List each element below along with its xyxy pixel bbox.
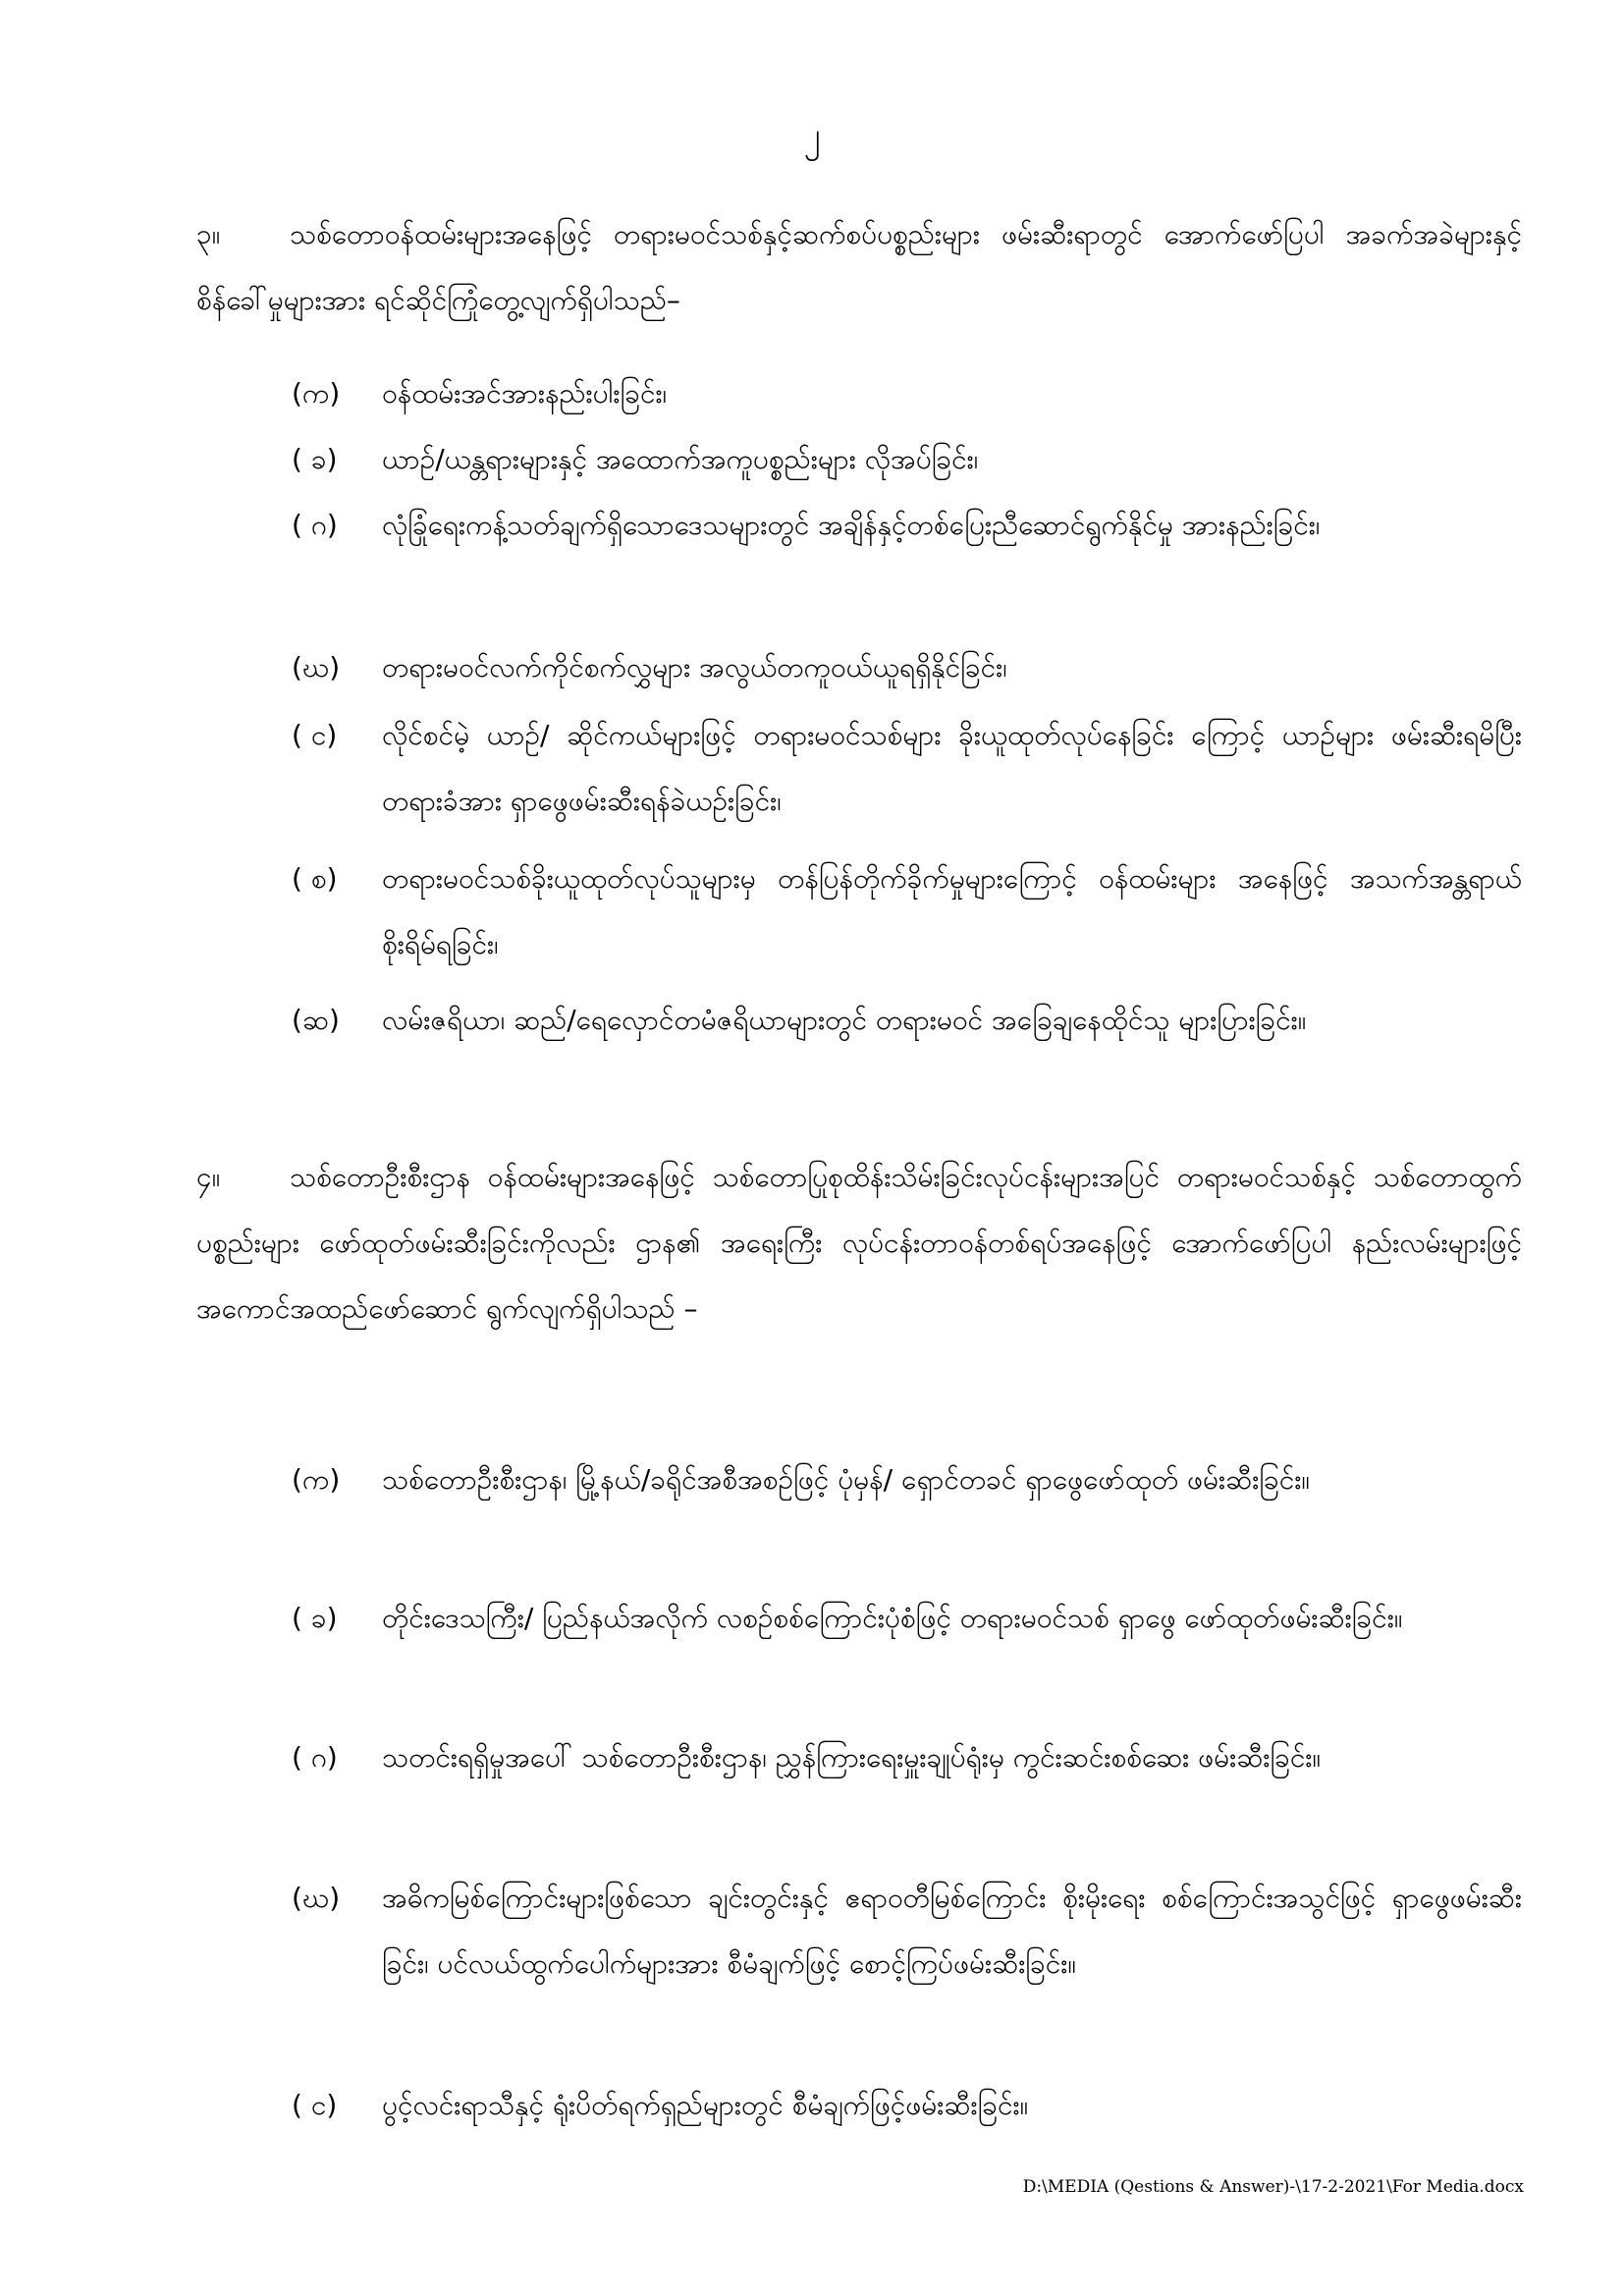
item-text: လုံခြုံရေးကန့်သတ်ချက်ရှိသောဒေသများတွင် အချိန်နှင့်တစ်ပြေးညီဆောင်ရွက်နိုင်မှု အားနည်းခြင်း၊ [382,509,1321,541]
section-3-item-kha [292,426,1522,492]
item-text: တရားမဝင်လက်ကိုင်စက်လွှများ အလွယ်တကူဝယ်ယူရရှိနိုင်ခြင်း၊ [382,651,1007,683]
item-text: သစ်တောဦးစီးဌာန၊ မြို့နယ်/ခရိုင်အစီအစဉ်ဖြင့် ပုံမှန်/ ရှောင်တခင် ရှာဖွေဖော်ထုတ် ဖမ်းဆီးခြင်း။ [382,1463,1310,1496]
section-3-paragraph [196,201,1522,333]
item-label: ( ခ) [292,443,338,475]
section-4-item-nga [292,2072,1522,2138]
section-3-item-hsa [292,987,1522,1053]
item-label: (က) [292,377,341,410]
section-4-item-kha [292,1585,1522,1651]
item-label: ( ဂ) [292,509,338,541]
item-label: ( ဂ) [292,1741,338,1774]
item-label: ( စ) [292,862,338,895]
item-label: ( ခ) [292,1602,338,1634]
section-4-text: သစ်တောဦးစီးဌာန ဝန်ထမ်းများအနေဖြင့် သစ်တောပြုစုထိန်းသိမ်းခြင်းလုပ်ငန်းများအပြင် တရားမဝင်သစ်နှင့် သစ်တောထွက်ပစ္စည်းများ ဖော်ထုတ်ဖမ်းဆီးခြင်းကိုလည်း ဌာန၏ အရေးကြီး လုပ်ငန်းတာဝန်တစ်ရပ်အနေဖြင့် အောက်ဖော်ပြပါ နည်းလမ်းများဖြင့် အကောင်အထည်ဖော်ဆောင် ရွက်လျက်ရှိပါသည် – [196,1161,1522,1325]
item-text: သတင်းရရှိမှုအပေါ် သစ်တောဦးစီးဌာန၊ ညွှန်ကြားရေးမှူးချုပ်ရုံးမှ ကွင်းဆင်းစစ်ဆေး ဖမ်းဆီးခြင်း။ [382,1741,1322,1774]
section-3-text: သစ်တောဝန်ထမ်းများအနေဖြင့် တရားမဝင်သစ်နှင့်ဆက်စပ်ပစ္စည်းများ ဖမ်းဆီးရာတွင် အောက်ဖော်ပြပါ အခက်အခဲများနှင့် စိန်ခေါ်မှုများအား ရင်ဆိုင်ကြုံတွေ့လျက်ရှိပါသည်– [196,218,1522,316]
item-text: ယာဉ်/ယန္တရားများနှင့် အထောက်အကူပစ္စည်းများ လိုအပ်ခြင်း၊ [382,443,979,475]
section-3-item-sa [292,846,1522,977]
item-label: ( င) [292,719,338,751]
item-label: (ဃ) [292,651,341,683]
item-text: တရားမဝင်သစ်ခိုးယူထုတ်လုပ်သူများမှ တန်ပြန်တိုက်ခိုက်မှုများကြောင့် ဝန်ထမ်းများ အနေဖြင့် အသက်အန္တရာယ်စိုးရိမ်ရခြင်း၊ [382,862,1522,960]
item-text: လမ်းဇရိယာ၊ ဆည်/ရေလှောင်တမံဇရိယာများတွင် တရားမဝင် အခြေချနေထိုင်သူ များပြားခြင်း။ [382,1004,1307,1036]
item-text: ပွင့်လင်းရာသီနှင့် ရုံးပိတ်ရက်ရှည်များတွင် စီမံချက်ဖြင့်ဖမ်းဆီးခြင်း။ [382,2089,1029,2121]
section-4-number: ၄။ [196,1161,221,1193]
section-3-number: ၃။ [196,218,221,250]
section-4-item-gha [292,1865,1522,1996]
item-label: (ဆ) [292,1004,340,1036]
footer-file-path: D:\MEDIA (Qestions & Answer)-\17-2-2021\For Media.docx [1022,2177,1524,2197]
item-label: ( င) [292,2089,338,2121]
section-4-item-ga [292,1724,1522,1790]
section-3-item-nga [292,702,1522,834]
item-label: (ဃ) [292,1882,341,1914]
section-3-item-ga [292,492,1522,558]
item-text: လိုင်စင်မဲ့ ယာဉ်/ ဆိုင်ကယ်များဖြင့် တရားမဝင်သစ်များ ခိုးယူထုတ်လုပ်နေခြင်း ကြောင့် ယာဉ်များ ဖမ်းဆီးရမိပြီး တရားခံအား ရှာဖွေဖမ်းဆီးရန်ခဲယဉ်းခြင်း၊ [382,719,1522,817]
item-text: အဓိကမြစ်ကြောင်းများဖြစ်သော ချင်းတွင်းနှင့် ဧရာဝတီမြစ်ကြောင်း စိုးမိုးရေး စစ်ကြောင်းအသွင်ဖြင့် ရှာဖွေဖမ်းဆီးခြင်း၊ ပင်လယ်ထွက်ပေါက်များအား စီမံချက်ဖြင့် စောင့်ကြပ်ဖမ်းဆီးခြင်း။ [382,1882,1522,1980]
section-3-item-ka [292,360,1522,426]
item-text: တိုင်းဒေသကြီး/ ပြည်နယ်အလိုက် လစဉ်စစ်ကြောင်းပုံစံဖြင့် တရားမဝင်သစ် ရှာဖွေ ဖော်ထုတ်ဖမ်းဆီးခြင်း။ [382,1602,1403,1634]
section-4-paragraph [196,1144,1522,1341]
section-3-item-gha [292,634,1522,700]
item-label: (က) [292,1463,341,1496]
page-number: ၂ [803,116,821,155]
item-text: ဝန်ထမ်းအင်အားနည်းပါးခြင်း၊ [382,377,668,410]
section-4-item-ka [292,1447,1522,1512]
